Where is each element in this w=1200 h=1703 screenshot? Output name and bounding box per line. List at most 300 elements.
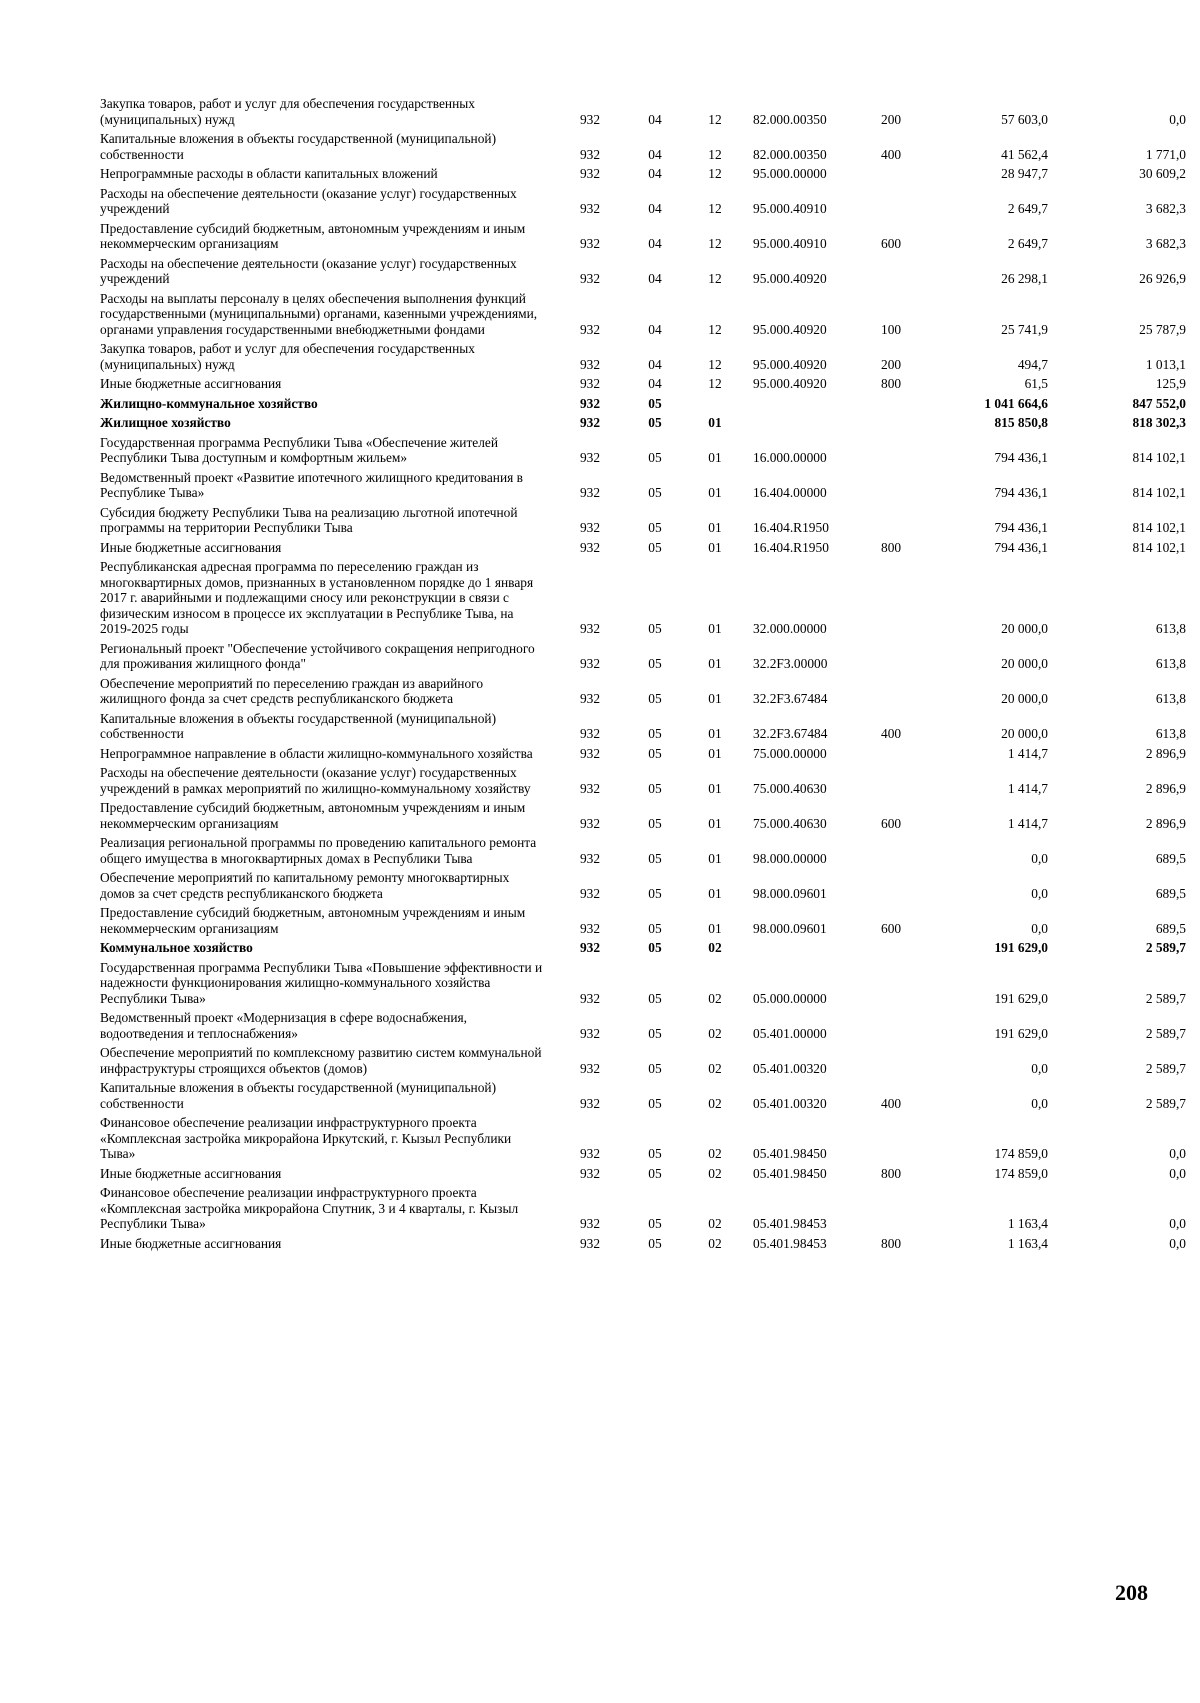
row-ministry-code: 932: [579, 356, 601, 372]
row-amount-year-2: 814 102,1: [1132, 520, 1186, 535]
row-expense-type-code: 600: [881, 920, 902, 936]
row-section-code: 05: [648, 520, 662, 535]
row-name: Государственная программа Республики Тыва «Обеспечение жителей Республики Тыва доступным и комфортным жильем»: [100, 434, 499, 465]
row-target-code: 95.000.40920: [753, 356, 827, 372]
budget-table: [100, 94, 1198, 1253]
row-amount-year-1: 1 414,7: [1007, 780, 1048, 796]
row-expense-type-code: [881, 1113, 933, 1164]
row-subsection-code: 01: [708, 885, 722, 901]
row-section-code: 04: [648, 111, 662, 127]
table-row: [100, 94, 1198, 129]
table-row: [100, 374, 1198, 394]
row-expense-type-code: 400: [881, 726, 902, 741]
row-subsection-code: 01: [708, 780, 722, 796]
row-subsection-code: 01: [708, 726, 722, 741]
row-target-code: 05.401.98450: [753, 1146, 827, 1161]
row-ministry-code: 932: [579, 539, 601, 555]
row-expense-type-code: [881, 1183, 933, 1234]
table-row: [100, 674, 1198, 709]
row-amount-year-2: 689,5: [1155, 850, 1186, 866]
row-ministry-code: 932: [579, 395, 601, 411]
row-target-code: 05.401.00320: [753, 1095, 827, 1111]
row-amount-year-1: 20 000,0: [1001, 656, 1048, 671]
row-ministry-code: 932: [579, 1060, 601, 1076]
row-target-code: 16.000.00000: [753, 450, 827, 465]
table-row: [100, 413, 1198, 433]
row-amount-year-1: 41 562,4: [1001, 146, 1048, 162]
row-ministry-code: 932: [579, 111, 601, 127]
row-amount-year-1: 191 629,0: [994, 1025, 1048, 1041]
row-section-code: 05: [648, 1025, 662, 1041]
row-subsection-code: 12: [708, 166, 722, 181]
row-target-code: 05.401.98450: [753, 1165, 827, 1181]
row-subsection-code: 02: [708, 1025, 722, 1041]
row-target-code: 05.401.00000: [753, 1025, 827, 1041]
row-target-code: 98.000.09601: [753, 920, 827, 936]
row-section-code: 04: [648, 356, 662, 372]
row-section-code: 05: [648, 726, 662, 741]
row-name: Иные бюджетные ассигнования: [100, 1235, 282, 1251]
table-row: [100, 1164, 1198, 1184]
row-name: Расходы на выплаты персоналу в целях обеспечения выполнения функций государственными (муниципальными) органами, казенными учреждениями, органами управления государственными внебюджетными фондами: [100, 290, 538, 337]
row-target-code: 82.000.00350: [753, 111, 827, 127]
row-amount-year-2: 26 926,9: [1139, 271, 1186, 286]
row-amount-year-1: 0,0: [1031, 1095, 1048, 1111]
table-row: [100, 538, 1198, 558]
row-ministry-code: 932: [579, 1235, 601, 1251]
row-subsection-code: 01: [708, 815, 722, 831]
row-expense-type-code: [881, 557, 933, 639]
row-expense-type-code: [881, 433, 933, 468]
row-amount-year-2: 3 682,3: [1145, 201, 1186, 216]
row-subsection-code: 01: [708, 415, 722, 430]
row-amount-year-1: 174 859,0: [994, 1165, 1048, 1181]
table-row: [100, 709, 1198, 744]
row-ministry-code: 932: [579, 1025, 601, 1041]
row-amount-year-2: 689,5: [1155, 920, 1186, 936]
row-amount-year-1: 20 000,0: [1001, 691, 1048, 706]
row-amount-year-1: 26 298,1: [1001, 271, 1048, 286]
row-amount-year-2: 1 771,0: [1145, 146, 1186, 162]
row-section-code: 05: [648, 1060, 662, 1076]
row-subsection-code: 12: [708, 111, 722, 127]
row-ministry-code: 932: [579, 450, 601, 465]
row-amount-year-2: 814 102,1: [1132, 539, 1186, 555]
row-amount-year-1: 0,0: [1031, 920, 1048, 936]
row-section-code: 05: [648, 780, 662, 796]
row-section-code: 04: [648, 201, 662, 216]
row-amount-year-1: 794 436,1: [994, 539, 1048, 555]
table-row: [100, 1183, 1198, 1234]
row-amount-year-1: 174 859,0: [994, 1146, 1048, 1161]
row-name: Расходы на обеспечение деятельности (оказание услуг) государственных учреждений в рамках мероприятий по жилищно-коммунальному хозяйству: [100, 765, 531, 796]
table-row: [100, 254, 1198, 289]
table-row: [100, 394, 1198, 414]
row-ministry-code: 932: [579, 520, 601, 535]
row-name: Непрограммные расходы в области капитальных вложений: [100, 166, 438, 181]
row-ministry-code: 932: [579, 376, 601, 391]
row-name: Финансовое обеспечение реализации инфраструктурного проекта «Комплексная застройка микрорайона Спутник, 3 и 4 кварталы, г. Кызыл Республики Тыва»: [100, 1185, 519, 1231]
row-ministry-code: 932: [579, 201, 601, 216]
row-ministry-code: 932: [579, 485, 601, 500]
row-subsection-code: 02: [708, 1060, 722, 1076]
row-amount-year-2: 814 102,1: [1132, 450, 1186, 465]
table-row: [100, 1043, 1198, 1078]
row-amount-year-2: 847 552,0: [1132, 395, 1186, 411]
row-name: Закупка товаров, работ и услуг для обеспечения государственных (муниципальных) нужд: [100, 96, 475, 127]
row-name: Обеспечение мероприятий по переселению граждан из аварийного жилищного фонда за счет средств республиканского бюджета: [100, 675, 484, 706]
row-section-code: 05: [648, 920, 662, 936]
row-amount-year-1: 1 163,4: [1007, 1216, 1048, 1231]
row-name: Республиканская адресная программа по переселению граждан из многоквартирных домов, признанных в установленном порядке до 1 января 2017 г. аварийными и подлежащими сносу или реконструкции в связи с физическим износом в процессе их эксплуатации в Республике Тыва, на 2019-2025 годы: [100, 559, 534, 636]
row-amount-year-1: 25 741,9: [1001, 321, 1048, 337]
table-row: [100, 219, 1198, 254]
row-ministry-code: 932: [579, 166, 601, 181]
row-subsection-code: 01: [708, 691, 722, 706]
row-target-code: 05.401.00320: [753, 1060, 827, 1076]
table-row: [100, 164, 1198, 184]
row-section-code: 05: [648, 450, 662, 465]
row-amount-year-2: 2 589,7: [1145, 1060, 1186, 1076]
row-name: Жилищно-коммунальное хозяйство: [100, 395, 318, 411]
row-section-code: 05: [648, 940, 662, 955]
row-name: Предоставление субсидий бюджетным, автономным учреждениям и иным некоммерческим организациям: [100, 905, 526, 936]
row-name: Закупка товаров, работ и услуг для обеспечения государственных (муниципальных) нужд: [100, 341, 475, 372]
row-section-code: 04: [648, 321, 662, 337]
table-row: [100, 798, 1198, 833]
row-section-code: 05: [648, 885, 662, 901]
table-row: [100, 903, 1198, 938]
row-target-code: [745, 413, 881, 433]
row-amount-year-2: 613,8: [1155, 691, 1186, 706]
row-amount-year-2: 818 302,3: [1132, 415, 1186, 430]
row-subsection-code: 02: [708, 940, 722, 955]
row-section-code: 05: [648, 850, 662, 866]
row-section-code: 05: [648, 485, 662, 500]
row-amount-year-1: 494,7: [1017, 356, 1048, 372]
table-row: [100, 1113, 1198, 1164]
row-amount-year-2: 0,0: [1169, 1216, 1186, 1231]
table-row: [100, 744, 1198, 764]
row-expense-type-code: [881, 184, 933, 219]
row-name: Ведомственный проект «Модернизация в сфере водоснабжения, водоотведения и теплоснабжения»: [100, 1010, 468, 1041]
row-subsection-code: 01: [708, 539, 722, 555]
row-subsection-code: 02: [708, 1216, 722, 1231]
row-name: Коммунальное хозяйство: [100, 940, 253, 955]
row-ministry-code: 932: [579, 321, 601, 337]
row-subsection-code: 01: [708, 920, 722, 936]
row-target-code: 95.000.40910: [753, 236, 827, 251]
row-expense-type-code: 100: [881, 321, 902, 337]
row-expense-type-code: 800: [881, 539, 902, 555]
row-amount-year-2: 2 589,7: [1145, 940, 1186, 955]
row-subsection-code: 01: [708, 450, 722, 465]
row-amount-year-1: 1 414,7: [1007, 745, 1048, 761]
page-number: 208: [1115, 1580, 1148, 1605]
row-amount-year-2: 125,9: [1155, 376, 1186, 391]
row-amount-year-1: 20 000,0: [1001, 621, 1048, 636]
row-section-code: 05: [648, 1216, 662, 1231]
row-name: Иные бюджетные ассигнования: [100, 376, 282, 391]
row-amount-year-2: 3 682,3: [1145, 236, 1186, 251]
table-row: [100, 557, 1198, 639]
row-ministry-code: 932: [579, 271, 601, 286]
row-ministry-code: 932: [579, 990, 601, 1006]
row-name: Субсидия бюджету Республики Тыва на реализацию льготной ипотечной программы на территории Республики Тыва: [100, 504, 518, 535]
row-section-code: 05: [648, 1146, 662, 1161]
row-name: Жилищное хозяйство: [100, 415, 231, 430]
row-expense-type-code: [881, 833, 933, 868]
row-target-code: 05.401.98453: [753, 1216, 827, 1231]
row-section-code: 05: [648, 1095, 662, 1111]
row-expense-type-code: 400: [881, 1095, 902, 1111]
row-target-code: 32.2F3.67484: [753, 726, 828, 741]
row-subsection-code: 01: [708, 656, 722, 671]
row-amount-year-1: 0,0: [1031, 850, 1048, 866]
row-amount-year-2: 689,5: [1155, 885, 1186, 901]
row-section-code: 05: [648, 395, 662, 411]
row-ministry-code: 932: [579, 621, 601, 636]
row-section-code: 05: [648, 621, 662, 636]
table-row: [100, 1234, 1198, 1254]
row-amount-year-2: 2 589,7: [1145, 990, 1186, 1006]
row-section-code: 05: [648, 1165, 662, 1181]
row-target-code: 98.000.09601: [753, 885, 827, 901]
row-ministry-code: 932: [579, 745, 601, 761]
row-subsection-code: 02: [708, 1095, 722, 1111]
row-ministry-code: 932: [579, 815, 601, 831]
row-target-code: 95.000.40920: [753, 321, 827, 337]
row-ministry-code: 932: [579, 940, 601, 955]
row-subsection-code: 02: [708, 1235, 722, 1251]
row-section-code: 04: [648, 236, 662, 251]
row-target-code: 05.000.00000: [753, 990, 827, 1006]
row-expense-type-code: [881, 639, 933, 674]
row-subsection-code: 01: [708, 485, 722, 500]
row-target-code: 82.000.00350: [753, 146, 827, 162]
row-subsection-code: 01: [708, 621, 722, 636]
row-amount-year-1: 1 163,4: [1007, 1235, 1048, 1251]
row-ministry-code: 932: [579, 1216, 601, 1231]
row-section-code: 05: [648, 990, 662, 1006]
row-amount-year-1: 20 000,0: [1001, 726, 1048, 741]
row-ministry-code: 932: [579, 780, 601, 796]
row-target-code: 75.000.40630: [753, 815, 827, 831]
table-row: [100, 289, 1198, 340]
row-name: Капитальные вложения в объекты государственной (муниципальной) собственности: [100, 1080, 497, 1111]
row-expense-type-code: [881, 164, 933, 184]
row-amount-year-1: 61,5: [1024, 376, 1048, 391]
row-amount-year-2: 0,0: [1169, 1146, 1186, 1161]
row-amount-year-2: 0,0: [1169, 111, 1186, 127]
table-row: [100, 339, 1198, 374]
row-expense-type-code: [881, 254, 933, 289]
row-expense-type-code: [881, 868, 933, 903]
table-row: [100, 958, 1198, 1009]
row-subsection-code: 12: [708, 376, 722, 391]
row-amount-year-1: 794 436,1: [994, 450, 1048, 465]
row-expense-type-code: 600: [881, 236, 902, 251]
row-subsection-code: [685, 394, 745, 414]
row-target-code: 75.000.00000: [753, 745, 827, 761]
row-name: Иные бюджетные ассигнования: [100, 1165, 282, 1181]
row-name: Реализация региональной программы по проведению капитального ремонта общего имущества в многоквартирных домах в Республики Тыва: [100, 835, 537, 866]
table-row: [100, 763, 1198, 798]
row-ministry-code: 932: [579, 1146, 601, 1161]
row-ministry-code: 932: [579, 885, 601, 901]
row-expense-type-code: [881, 468, 933, 503]
row-ministry-code: 932: [579, 1095, 601, 1111]
row-ministry-code: 932: [579, 850, 601, 866]
row-section-code: 04: [648, 146, 662, 162]
row-expense-type-code: [881, 503, 933, 538]
row-name: Непрограммное направление в области жилищно-коммунального хозяйства: [100, 745, 533, 761]
row-subsection-code: 02: [708, 1146, 722, 1161]
row-expense-type-code: [881, 394, 933, 414]
row-amount-year-2: 0,0: [1169, 1165, 1186, 1181]
table-row: [100, 129, 1198, 164]
row-target-code: 16.404.00000: [753, 485, 827, 500]
table-row: [100, 1008, 1198, 1043]
row-amount-year-2: 0,0: [1169, 1235, 1186, 1251]
row-name: Расходы на обеспечение деятельности (оказание услуг) государственных учреждений: [100, 185, 517, 216]
row-amount-year-2: 2 589,7: [1145, 1025, 1186, 1041]
row-section-code: 04: [648, 376, 662, 391]
row-ministry-code: 932: [579, 236, 601, 251]
row-amount-year-1: 1 041 664,6: [984, 395, 1048, 411]
row-target-code: 16.404.R1950: [753, 539, 829, 555]
row-expense-type-code: [881, 413, 933, 433]
row-name: Предоставление субсидий бюджетным, автономным учреждениям и иным некоммерческим организациям: [100, 220, 526, 251]
row-expense-type-code: 200: [881, 111, 902, 127]
row-subsection-code: 01: [708, 520, 722, 535]
row-section-code: 05: [648, 691, 662, 706]
row-subsection-code: 01: [708, 850, 722, 866]
table-row: [100, 833, 1198, 868]
row-target-code: 32.2F3.67484: [753, 691, 828, 706]
row-amount-year-2: 1 013,1: [1145, 356, 1186, 372]
row-expense-type-code: [881, 938, 933, 958]
row-amount-year-1: 57 603,0: [1001, 111, 1048, 127]
row-target-code: 95.000.00000: [753, 166, 827, 181]
row-expense-type-code: 800: [881, 1165, 902, 1181]
row-expense-type-code: [881, 744, 933, 764]
row-section-code: 05: [648, 815, 662, 831]
row-amount-year-1: 794 436,1: [994, 520, 1048, 535]
row-amount-year-2: 814 102,1: [1132, 485, 1186, 500]
row-amount-year-1: 815 850,8: [994, 415, 1048, 430]
row-name: Предоставление субсидий бюджетным, автономным учреждениям и иным некоммерческим организациям: [100, 800, 526, 831]
row-name: Государственная программа Республики Тыва «Повышение эффективности и надежности функционирования жилищно-коммунального хозяйства Республики Тыва»: [100, 959, 543, 1006]
table-row: [100, 503, 1198, 538]
row-subsection-code: 02: [708, 990, 722, 1006]
row-amount-year-2: 2 896,9: [1145, 745, 1186, 761]
row-target-code: [745, 938, 881, 958]
row-subsection-code: 01: [708, 745, 722, 761]
row-ministry-code: 932: [579, 920, 601, 936]
row-ministry-code: 932: [579, 146, 601, 162]
row-amount-year-1: 28 947,7: [1001, 166, 1048, 181]
row-ministry-code: 932: [579, 691, 601, 706]
row-amount-year-2: 613,8: [1155, 656, 1186, 671]
row-amount-year-2: 30 609,2: [1139, 166, 1186, 181]
row-expense-type-code: [881, 958, 933, 1009]
table-row: [100, 938, 1198, 958]
row-amount-year-1: 794 436,1: [994, 485, 1048, 500]
row-ministry-code: 932: [579, 726, 601, 741]
row-target-code: 95.000.40920: [753, 376, 827, 391]
row-section-code: 04: [648, 271, 662, 286]
row-expense-type-code: [881, 1043, 933, 1078]
table-row: [100, 639, 1198, 674]
row-target-code: 32.2F3.00000: [753, 656, 828, 671]
row-expense-type-code: 800: [881, 376, 902, 391]
row-target-code: 95.000.40910: [753, 201, 827, 216]
row-amount-year-1: 0,0: [1031, 885, 1048, 901]
row-subsection-code: 12: [708, 356, 722, 372]
row-target-code: [745, 394, 881, 414]
row-section-code: 05: [648, 539, 662, 555]
row-amount-year-2: 613,8: [1155, 726, 1186, 741]
row-subsection-code: 12: [708, 271, 722, 286]
row-name: Капитальные вложения в объекты государственной (муниципальной) собственности: [100, 710, 497, 741]
row-name: Региональный проект "Обеспечение устойчивого сокращения непригодного для проживания жилищного фонда": [100, 640, 535, 671]
row-target-code: 05.401.98453: [753, 1235, 827, 1251]
row-target-code: 95.000.40920: [753, 271, 827, 286]
row-expense-type-code: 400: [881, 146, 902, 162]
row-name: Обеспечение мероприятий по комплексному развитию систем коммунальной инфраструктуры строящихся объектов (домов): [100, 1045, 542, 1076]
row-subsection-code: 02: [708, 1165, 722, 1181]
row-name: Расходы на обеспечение деятельности (оказание услуг) государственных учреждений: [100, 255, 517, 286]
table-row: [100, 1078, 1198, 1113]
row-ministry-code: 932: [579, 1165, 601, 1181]
row-target-code: 98.000.00000: [753, 850, 827, 866]
row-amount-year-1: 2 649,7: [1007, 201, 1048, 216]
row-subsection-code: 12: [708, 236, 722, 251]
row-expense-type-code: [881, 763, 933, 798]
row-expense-type-code: [881, 674, 933, 709]
row-expense-type-code: 200: [881, 356, 902, 372]
table-row: [100, 433, 1198, 468]
table-row: [100, 184, 1198, 219]
row-subsection-code: 12: [708, 321, 722, 337]
row-amount-year-2: 2 896,9: [1145, 780, 1186, 796]
row-expense-type-code: [881, 1008, 933, 1043]
row-amount-year-1: 1 414,7: [1007, 815, 1048, 831]
budget-table-body: [100, 94, 1198, 1253]
row-ministry-code: 932: [579, 656, 601, 671]
row-amount-year-1: 2 649,7: [1007, 236, 1048, 251]
row-section-code: 05: [648, 745, 662, 761]
row-amount-year-2: 2 896,9: [1145, 815, 1186, 831]
row-amount-year-2: 613,8: [1155, 621, 1186, 636]
row-amount-year-1: 191 629,0: [994, 940, 1048, 955]
row-subsection-code: 12: [708, 201, 722, 216]
row-amount-year-2: 25 787,9: [1139, 321, 1186, 337]
row-name: Ведомственный проект «Развитие ипотечного жилищного кредитования в Республике Тыва»: [100, 469, 523, 500]
row-expense-type-code: 800: [881, 1235, 902, 1251]
row-section-code: 05: [648, 415, 662, 430]
row-section-code: 04: [648, 166, 662, 181]
row-name: Капитальные вложения в объекты государственной (муниципальной) собственности: [100, 131, 497, 162]
table-row: [100, 468, 1198, 503]
row-name: Обеспечение мероприятий по капитальному ремонту многоквартирных домов за счет средств республиканского бюджета: [100, 870, 510, 901]
row-name: Финансовое обеспечение реализации инфраструктурного проекта «Комплексная застройка микрорайона Иркутский, г. Кызыл Республики Тыва»: [100, 1115, 512, 1161]
row-target-code: 75.000.40630: [753, 780, 827, 796]
row-target-code: 16.404.R1950: [753, 520, 829, 535]
row-ministry-code: 932: [579, 415, 601, 430]
table-row: [100, 868, 1198, 903]
